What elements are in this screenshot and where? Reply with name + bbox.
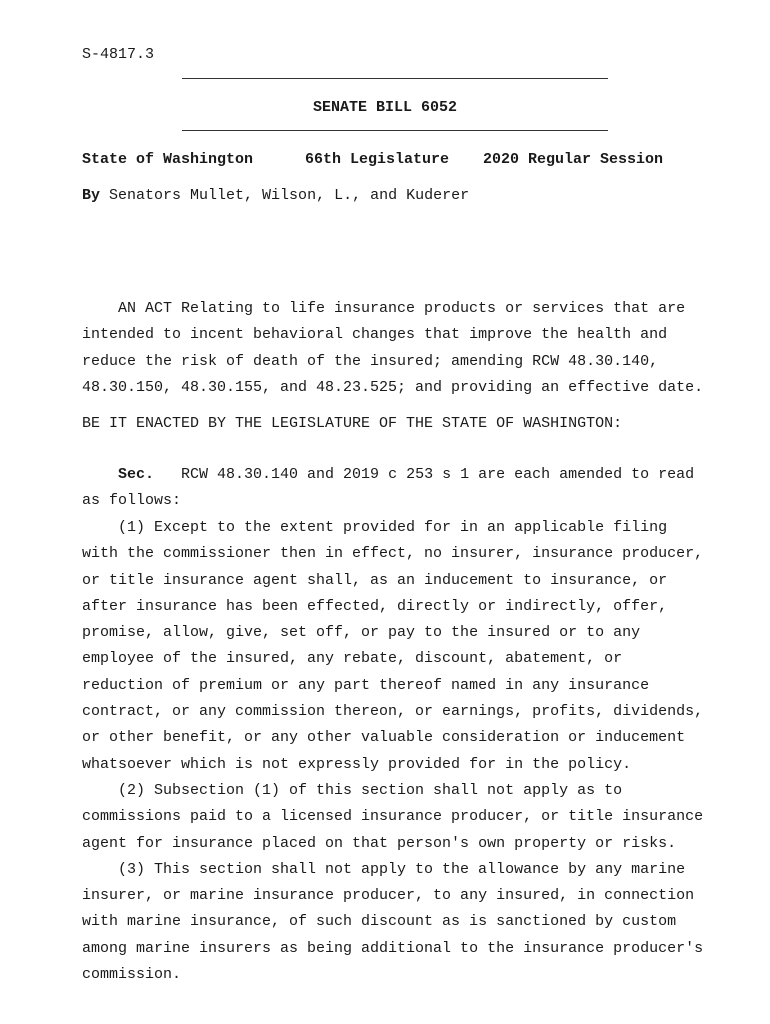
act-line: intended to incent behavioral changes that improve the health and bbox=[82, 326, 668, 344]
section-body-line: (1) Except to the extent provided for in an applicable filing bbox=[118, 519, 668, 536]
section-body-line: or other benefit, or any other valuable consideration or inducement bbox=[82, 729, 686, 747]
sponsors-names: Senators Mullet, Wilson, L., and Kuderer bbox=[109, 187, 470, 204]
section-body bbox=[82, 515, 722, 988]
header-session: 2020 Regular Session bbox=[483, 151, 664, 168]
section-body-line: after insurance has been effected, directly or indirectly, offer, bbox=[82, 597, 668, 615]
header-state: State of Washington bbox=[82, 151, 254, 168]
section-heading-line2: as follows: bbox=[82, 492, 182, 510]
section-body-line: or title insurance agent shall, as an inducement to insurance, or bbox=[82, 571, 668, 589]
section-heading bbox=[82, 462, 722, 515]
bill-title: SENATE BILL 6052 bbox=[312, 99, 458, 116]
section-body-line: (2) Subsection (1) of this section shall not apply as to bbox=[118, 781, 623, 799]
title-rule-top bbox=[182, 78, 608, 79]
section-body-line: among marine insurers as being additional to the insurance producer's bbox=[82, 939, 704, 957]
section-heading-line bbox=[82, 462, 722, 488]
section-body-line: with marine insurance, of such discount as is sanctioned by custom bbox=[82, 913, 677, 931]
section-body-line: commission. bbox=[82, 966, 182, 984]
sponsors-by-label: By bbox=[82, 187, 101, 204]
section-heading-text: RCW 48.30.140 and 2019 c 253 s 1 are each amended to read bbox=[181, 466, 695, 483]
act-line: reduce the risk of death of the insured; amending RCW 48.30.140, bbox=[82, 352, 659, 370]
act-line: AN ACT Relating to life insurance products or services that are bbox=[118, 300, 686, 317]
sponsors-line bbox=[82, 187, 469, 205]
section-body-line: insurer, or marine insurance producer, to any insured, in connection bbox=[82, 887, 695, 905]
section-body-line: employee of the insured, any rebate, discount, abatement, or bbox=[82, 650, 623, 668]
document-id: S-4817.3 bbox=[82, 46, 155, 63]
enacting-clause: BE IT ENACTED BY THE LEGISLATURE OF THE STATE OF WASHINGTON: bbox=[82, 415, 623, 432]
section-body-line: with the commissioner then in effect, no insurer, insurance producer, bbox=[82, 545, 704, 563]
section-body-line: whatsoever which is not expressly provided for in the policy. bbox=[82, 755, 632, 773]
title-rule-bottom bbox=[182, 130, 608, 131]
section-body-line: agent for insurance placed on that person's own property or risks. bbox=[82, 834, 677, 852]
section-label: Sec. bbox=[118, 466, 155, 483]
section-body-line: (3) This section shall not apply to the allowance by any marine bbox=[118, 860, 686, 878]
header-legislature: 66th Legislature bbox=[305, 151, 450, 168]
act-line: 48.30.150, 48.30.155, and 48.23.525; and providing an effective date. bbox=[82, 378, 704, 396]
section-body-line: commissions paid to a licensed insurance producer, or title insurance bbox=[82, 808, 704, 826]
section-body-line: contract, or any commission thereon, or earnings, profits, dividends, bbox=[82, 703, 704, 721]
act-title-paragraph bbox=[82, 296, 722, 401]
section-body-line: promise, allow, give, set off, or pay to the insured or to any bbox=[82, 624, 641, 642]
section-body-line: reduction of premium or any part thereof named in any insurance bbox=[82, 676, 650, 694]
